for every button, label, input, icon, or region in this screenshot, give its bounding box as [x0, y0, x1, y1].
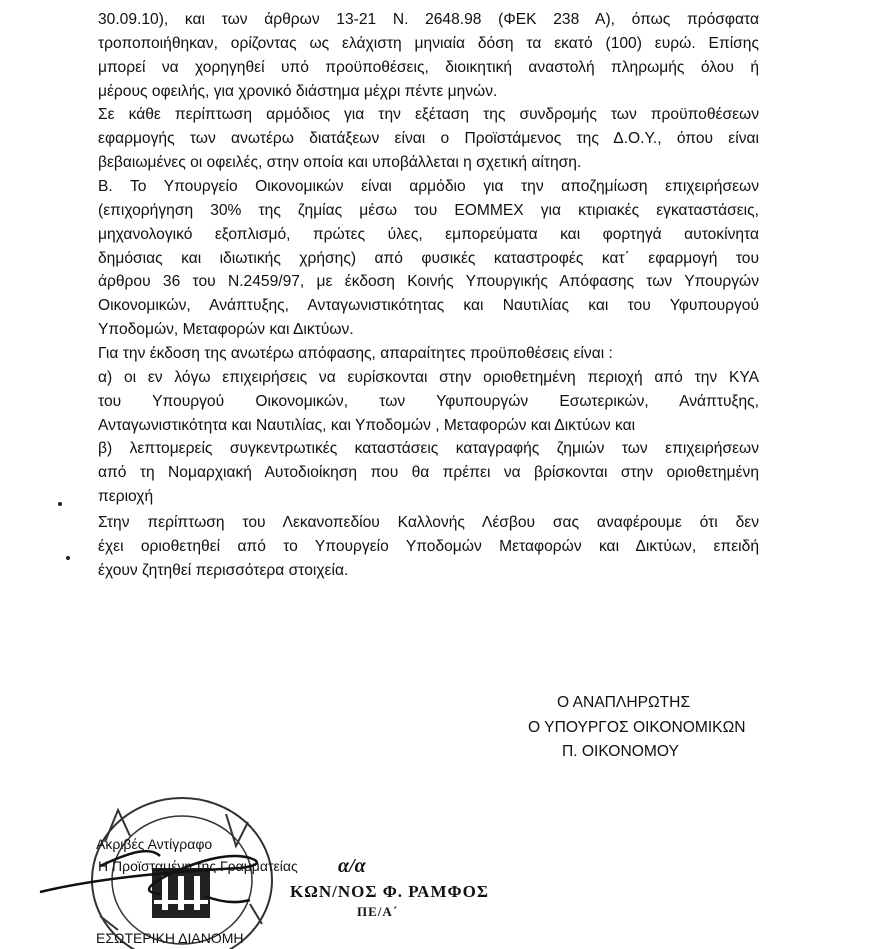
body-line: Ανταγωνιστικότητα και Ναυτιλίας, και Υποδομών , Μεταφορών και Δικτύων και — [98, 416, 636, 434]
body-line: βεβαιωμένες οι οφειλές, στην οποία και υποβάλλεται η σχετική αίτηση. — [98, 154, 582, 172]
body-line: μπορεί να χορηγηθεί υπό προϋποθέσεις, διοικητική αναστολή πληρωμής όλου ή — [98, 58, 759, 76]
signatory-rank: ΠΕ/Α΄ — [357, 904, 399, 919]
signatory-name: ΚΩΝ/ΝΟΣ Φ. ΡΑΜΦΟΣ — [290, 882, 489, 901]
body-line: 30.09.10), και των άρθρων 13-21 Ν. 2648.98 (ΦΕΚ 238 Α), όπως πρόσφατα — [98, 11, 759, 28]
signature-role: Ο ΑΝΑΠΛΗΡΩΤΗΣ — [557, 694, 691, 711]
body-line: τροποποιήθηκαν, ορίζοντας ως ελάχιστη μηνιαία δόση τα εκατό (100) ευρώ. Επίσης — [98, 34, 759, 52]
body-line: του Υπουργού Οικονομικών, των Υφυπουργών Εσωτερικών, Ανάπτυξης, — [98, 392, 759, 410]
secretariat-head-label: Η Προϊσταμένη της Γραμματείας — [98, 858, 298, 874]
certified-copy-label: Ακριβές Αντίγραφο — [96, 836, 213, 852]
body-line: Οικονομικών, Ανάπτυξης, Ανταγωνιστικότητας και Ναυτιλίας και του Υφυπουργού — [98, 297, 759, 315]
internal-distribution-label: ΕΣΩΤΕΡΙΚΗ ΔΙΑΝΟΜΗ — [96, 930, 244, 946]
body-line: εφαρμογής των ανωτέρω διατάξεων είναι ο Προϊστάμενος της Δ.Ο.Υ., όπου είναι — [98, 130, 759, 148]
body-line: άρθρου 36 του Ν.2459/97, με έκδοση Κοινής Υπουργικής Απόφασης των Υπουργών — [98, 273, 759, 291]
body-line: μηχανολογικό εξοπλισμό, πρώτες ύλες, εμπορεύματα και φορτηγά αυτοκίνητα — [98, 225, 759, 243]
body-line: από τη Νομαρχιακή Αυτοδιοίκηση που θα πρέπει να βρίσκονται στην οριοθετημένη — [98, 464, 759, 482]
body-line: έχουν ζητηθεί περισσότερα στοιχεία. — [98, 561, 349, 579]
signature-name: Π. ΟΙΚΟΝΟΜΟΥ — [562, 743, 679, 760]
body-line: Υποδομών, Μεταφορών και Δικτύων. — [98, 321, 354, 339]
body-line: Για την έκδοση της ανωτέρω απόφασης, απαραίτητες προϋποθέσεις είναι : — [98, 344, 613, 362]
body-line: Σε κάθε περίπτωση αρμόδιος για την εξέταση της συνδρομής των προϋποθέσεων — [98, 106, 759, 124]
body-line: Στην περίπτωση του Λεκανοπεδίου Καλλονής Λέσβου σας αναφέρουμε ότι δεν — [98, 513, 759, 531]
aa-label: α/α — [338, 855, 366, 877]
body-line: έχει οριοθετηθεί από το Υπουργείο Υποδομών Μεταφορών και Δικτύων, επειδή — [98, 537, 759, 555]
body-line: α) οι εν λόγω επιχειρήσεις να ευρίσκονται στην οριοθετημένη περιοχή από την ΚΥΑ — [98, 368, 759, 386]
body-line: (επιχορήγηση 30% της ζημίας μέσω του ΕΟΜΜΕΧ για κτιριακές εγκαταστάσεις, — [98, 201, 759, 219]
body-line: Β. Το Υπουργείο Οικονομικών είναι αρμόδιο για την αποζημίωση επιχειρήσεων — [98, 178, 759, 195]
signature-ministry: Ο ΥΠΟΥΡΓΟΣ ΟΙΚΟΝΟΜΙΚΩΝ — [528, 719, 746, 736]
body-line: μέρους οφειλής, για χρονικό διάστημα μέχρι πέντε μηνών. — [98, 82, 498, 100]
body-line: περιοχή — [98, 488, 154, 505]
body-line: β) λεπτομερείς συγκεντρωτικές καταστάσεις καταγραφής ζημιών των επιχειρήσεων — [98, 440, 759, 458]
body-line: δημόσιας και ιδιωτικής χρήσης) από φυσικές καταστροφές κατ΄ εφαρμογή του — [98, 249, 759, 267]
